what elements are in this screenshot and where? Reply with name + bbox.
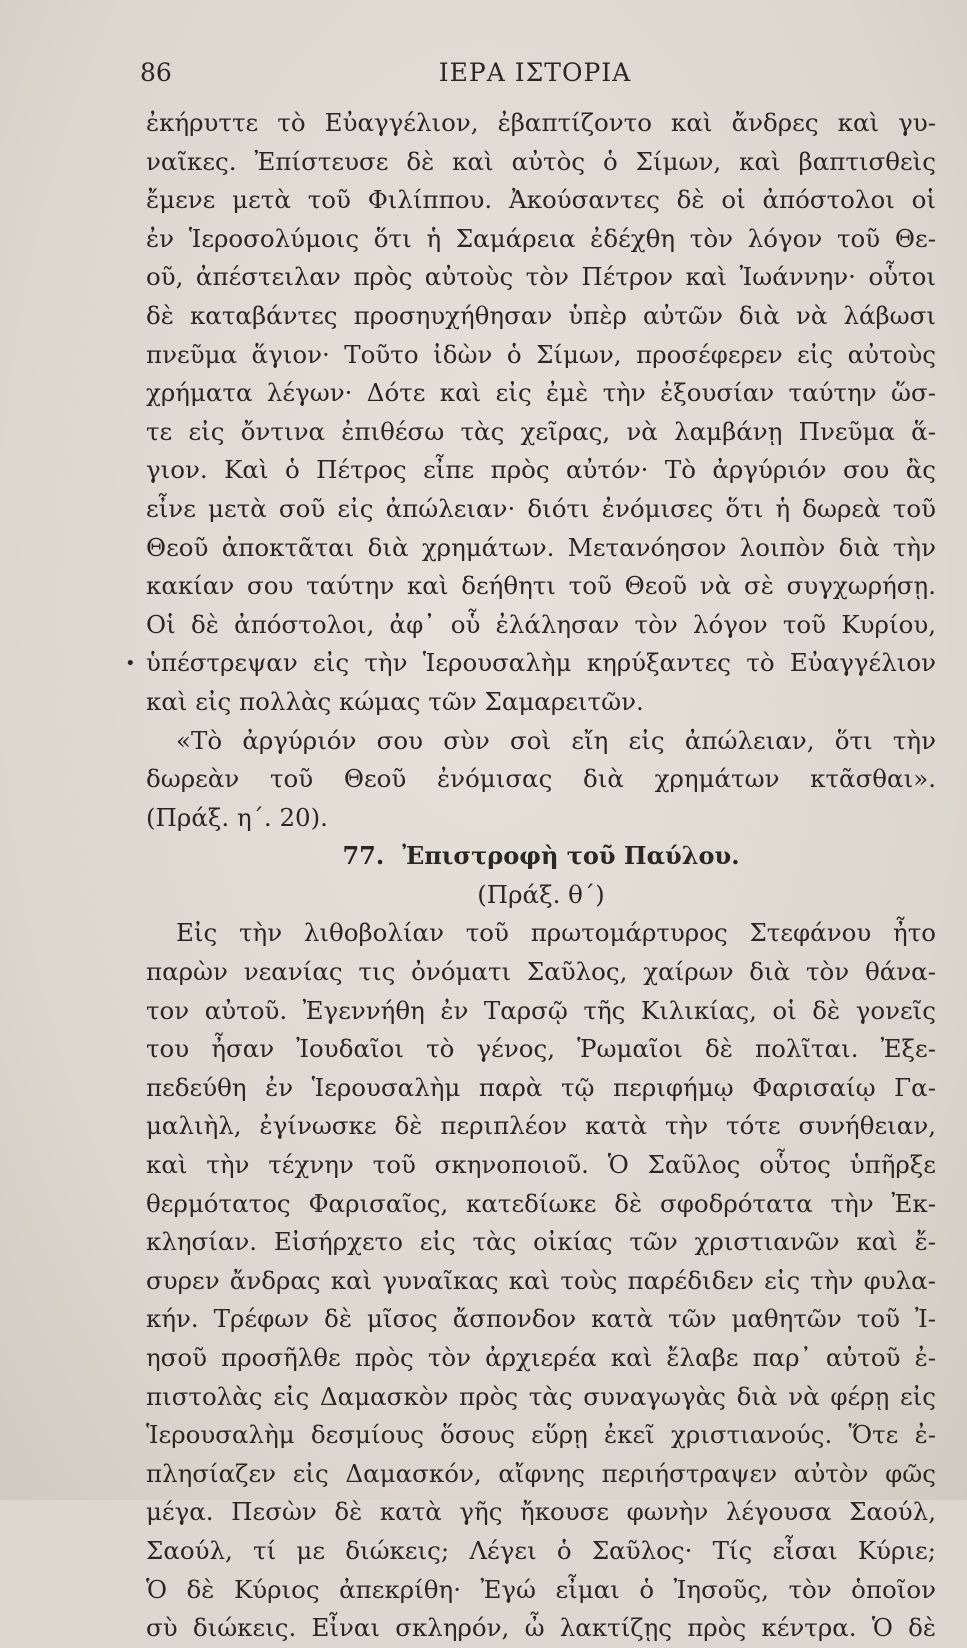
text-line: ἐν Ἱεροσολύμοις ὅτι ἡ Σαμάρεια ἐδέχθη τὸν λόγον τοῦ Θε- bbox=[146, 223, 936, 253]
main-text bbox=[146, 104, 936, 1648]
text-line: ἔμενε μετὰ τοῦ Φιλίππου. Ἀκούσαντες δὲ οἱ ἀπόστολοι οἱ bbox=[146, 185, 936, 215]
running-title: ΙΕΡΑ ΙΣΤΟΡΙΑ bbox=[438, 58, 632, 87]
section-number: 77. bbox=[342, 841, 385, 871]
text-line: τον αὐτοῦ. Ἐγεννήθη ἐν Ταρσῷ τῆς Κιλικίας, οἱ δὲ γονεῖς bbox=[146, 995, 936, 1025]
text-line: πιστολὰς εἰς Δαμασκὸν πρὸς τὰς συναγωγὰς διὰ νὰ φέρῃ εἰς bbox=[146, 1381, 936, 1411]
text-line: Οἱ δὲ ἀπόστολοι, ἀφ᾿ οὗ ἐλάλησαν τὸν λόγον τοῦ Κυρίου, bbox=[146, 609, 936, 639]
quote-line: δωρεὰν τοῦ Θεοῦ ἐνόμισας διὰ χρημάτων κτᾶσθαι». bbox=[146, 764, 936, 794]
section-title: Ἐπιστροφὴ τοῦ Παύλου. bbox=[402, 841, 740, 871]
text-line: καὶ τὴν τέχνην τοῦ σκηνοποιοῦ. Ὁ Σαῦλος οὗτος ὑπῆρξε bbox=[146, 1150, 936, 1180]
text-line: ὑπέστρεψαν εἰς τὴν Ἱερουσαλὴμ κηρύξαντες τὸ Εὐαγγέλιον bbox=[146, 648, 936, 678]
text-line: μαλιὴλ, ἐγίνωσκε δὲ περιπλέον κατὰ τὴν τότε συνήθειαν, bbox=[146, 1111, 936, 1141]
text-line: Σαούλ, τί με διώκεις; Λέγει ὁ Σαῦλος· Τίς εἶσαι Κύριε; bbox=[146, 1535, 936, 1565]
text-line: πεδεύθη ἐν Ἱερουσαλὴμ παρὰ τῷ περιφήμῳ Φαρισαίῳ Γα- bbox=[146, 1072, 936, 1102]
text-line: Θεοῦ ἀποκτᾶται διὰ χρημάτων. Μετανόησον λοιπὸν διὰ τὴν bbox=[146, 532, 936, 562]
text-line: χρήματα λέγων· Δότε καὶ εἰς ἐμὲ τὴν ἐξουσίαν ταύτην ὥσ- bbox=[146, 378, 936, 408]
text-line: γιον. Καὶ ὁ Πέτρος εἶπε πρὸς αὐτόν· Τὸ ἀργύριόν σου ἂς bbox=[146, 455, 936, 485]
text-line: ἐκήρυττε τὸ Εὐαγγέλιον, ἐβαπτίζοντο καὶ ἄνδρες καὶ γυ- bbox=[146, 108, 936, 137]
text-line: κλησίαν. Εἰσήρχετο εἰς τὰς οἰκίας τῶν χριστιανῶν καὶ ἔ- bbox=[146, 1227, 936, 1257]
text-line: καὶ εἰς πολλὰς κώμας τῶν Σαμαρειτῶν. bbox=[146, 686, 644, 716]
text-line: πλησίαζεν εἰς Δαμασκόν, αἴφνης περιήστραψεν αὐτὸν φῶς bbox=[146, 1458, 936, 1488]
text-line: μέγα. Πεσὼν δὲ κατὰ γῆς ἤκουσε φωνὴν λέγουσα Σαούλ, bbox=[146, 1497, 936, 1527]
text-line: κήν. Τρέφων δὲ μῖσος ἄσπονδον κατὰ τῶν μαθητῶν τοῦ Ἰ- bbox=[146, 1304, 936, 1334]
text-line: Ὁ δὲ Κύριος ἀπεκρίθη· Ἐγώ εἶμαι ὁ Ἰησοῦς, τὸν ὁποῖον bbox=[146, 1574, 936, 1604]
page-header bbox=[140, 58, 930, 98]
text-line: ησοῦ προσῆλθε πρὸς τὸν ἀρχιερέα καὶ ἔλαβε παρ᾿ αὐτοῦ ἐ- bbox=[146, 1343, 936, 1372]
text-line: Εἰς τὴν λιθοβολίαν τοῦ πρωτομάρτυρος Στεφάνου ἦτο bbox=[176, 918, 936, 948]
quote-line: «Τὸ ἀργύριόν σου σὺν σοὶ εἴη εἰς ἀπώλειαν, ὅτι τὴν bbox=[176, 725, 936, 755]
margin-mark: • bbox=[125, 653, 136, 674]
text-line: πνεῦμα ἅγιον· Τοῦτο ἰδὼν ὁ Σίμων, προσέφερεν εἰς αὐτοὺς bbox=[146, 339, 936, 369]
page-number: 86 bbox=[140, 58, 172, 87]
text-line: ναῖκες. Ἐπίστευσε δὲ καὶ αὐτὸς ὁ Σίμων, καὶ βαπτισθεὶς bbox=[146, 146, 936, 176]
text-line: θερμότατος Φαρισαῖος, κατεδίωκε δὲ σφοδρότατα τὴν Ἐκ- bbox=[146, 1188, 936, 1218]
text-line: παρὼν νεανίας τις ὀνόματι Σαῦλος, χαίρων διὰ τὸν θάνα- bbox=[146, 957, 936, 987]
section-heading bbox=[146, 837, 936, 876]
text-line: σὺ διώκεις. Εἶναι σκληρόν, ὦ λακτίζῃς πρὸς κέντρα. Ὁ δὲ bbox=[146, 1613, 936, 1643]
text-line: συρεν ἄνδρας καὶ γυναῖκας καὶ τοὺς παρέδιδεν εἰς τὴν φυλα- bbox=[146, 1265, 936, 1295]
text-line: τε εἰς ὄντινα ἐπιθέσω τὰς χεῖρας, νὰ λαμβάνῃ Πνεῦμα ἅ- bbox=[146, 416, 936, 446]
text-line: οῦ, ἀπέστειλαν πρὸς αὐτοὺς τὸν Πέτρον καὶ Ἰωάννην· οὗτοι bbox=[146, 262, 936, 292]
text-line: κακίαν σου ταύτην καὶ δεήθητι τοῦ Θεοῦ νὰ σὲ συγχωρήσῃ. bbox=[146, 571, 936, 601]
text-line: δὲ καταβάντες προσηυχήθησαν ὑπὲρ αὐτῶν διὰ νὰ λάβωσι bbox=[146, 300, 936, 330]
text-line: Ἱερουσαλὴμ δεσμίους ὅσους εὕρῃ ἐκεῖ χριστιανούς. Ὅτε ἐ- bbox=[146, 1420, 936, 1450]
quote-line: (Πράξ. η΄. 20). bbox=[146, 802, 328, 832]
text-line: του ἦσαν Ἰουδαῖοι τὸ γένος, Ῥωμαῖοι δὲ πολῖται. Ἐξε- bbox=[146, 1034, 936, 1064]
section-reference: (Πράξ. θ΄) bbox=[477, 879, 605, 909]
text-line: εἶνε μετὰ σοῦ εἰς ἀπώλειαν· διότι ἐνόμισες ὅτι ἡ δωρεὰ τοῦ bbox=[146, 493, 936, 523]
